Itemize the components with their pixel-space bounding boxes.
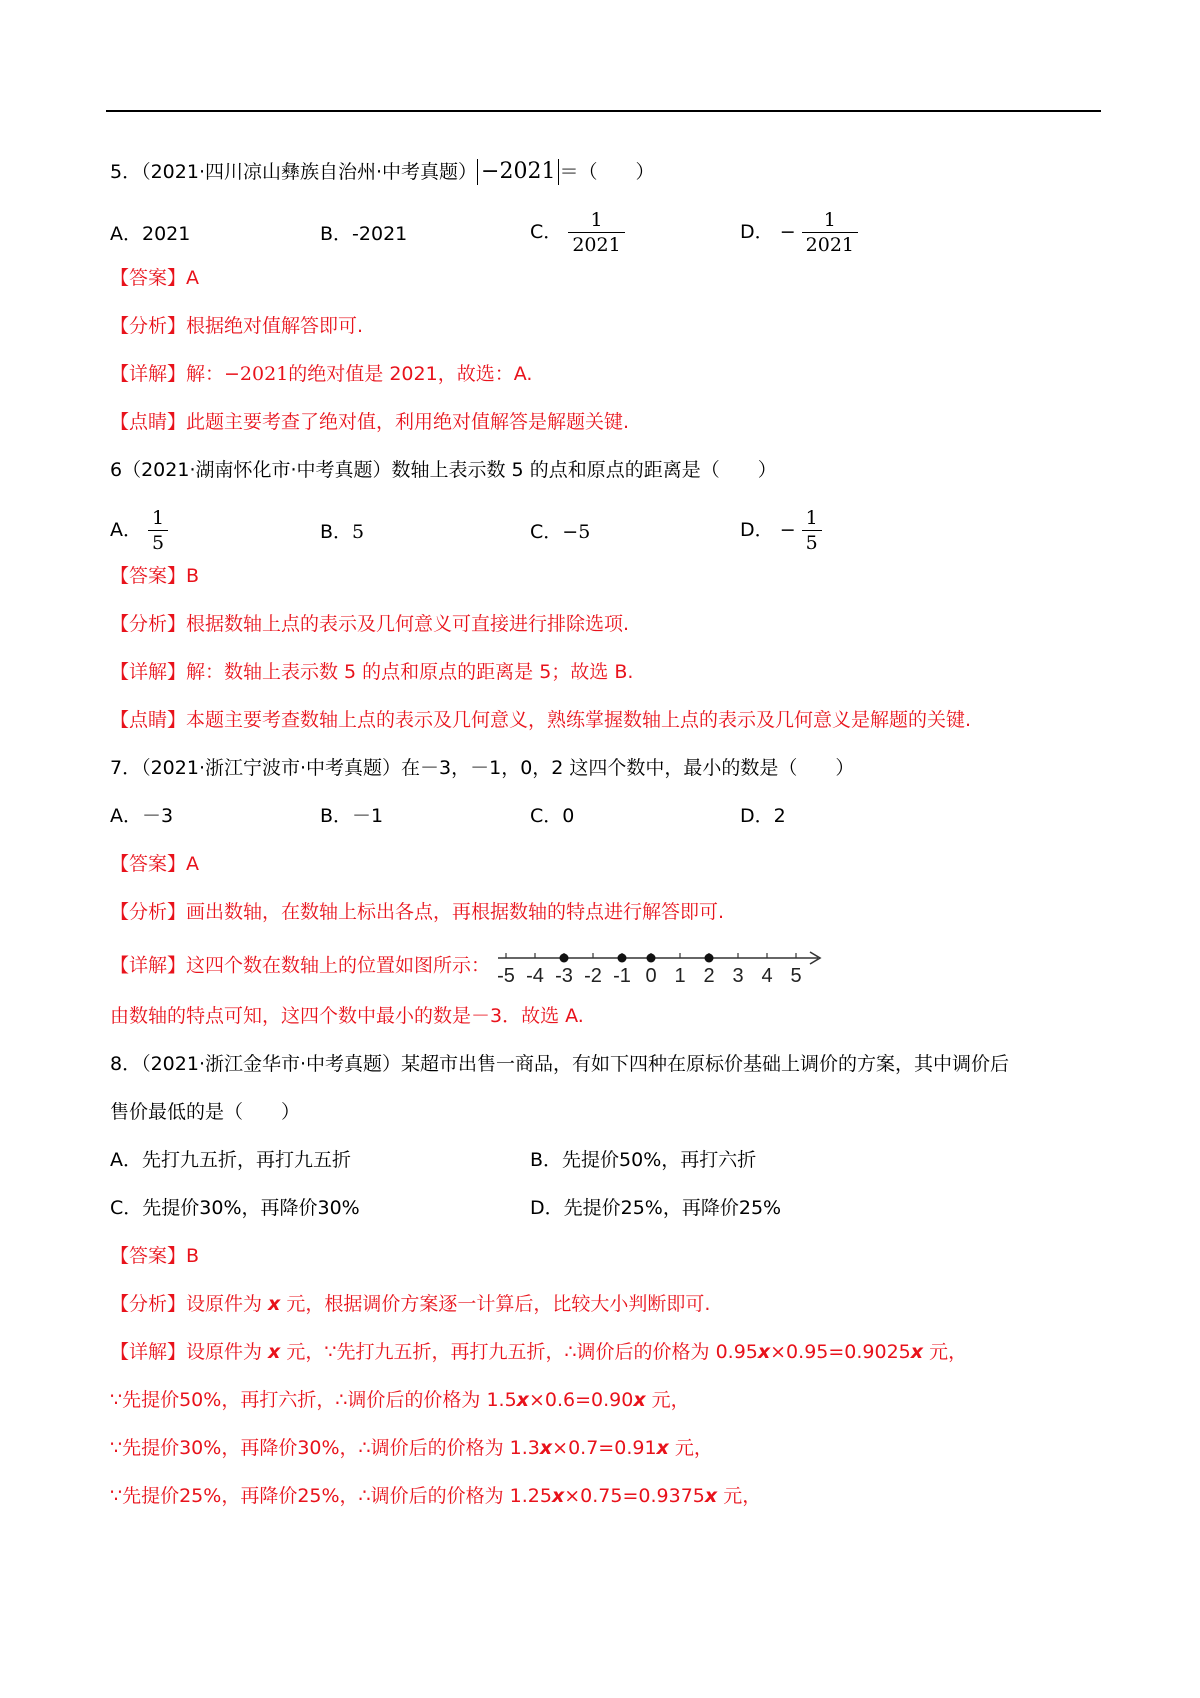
q6-options <box>110 504 1100 562</box>
q8-detail-1-pre: 【详解】设原件为 <box>110 1341 269 1363</box>
q6-option-d <box>740 506 822 555</box>
q8-detail-4-pre: ∵先提价25%，再降价25%，∴调价后的价格为 1.25 <box>110 1485 552 1507</box>
q7-options <box>110 802 1100 850</box>
q6-option-b-value: 5 <box>352 521 365 543</box>
q8-detail-1-mid2: ×0.95=0.9025 <box>770 1341 911 1363</box>
q8-option-a: A．先打九五折，再打九五折 <box>110 1149 351 1171</box>
number-line-tick-label: 5 <box>790 965 802 986</box>
q6-option-d-sign: − <box>779 519 796 541</box>
fraction-numerator: 1 <box>823 209 836 231</box>
q8-detail-2-post: 元， <box>645 1389 690 1411</box>
q8-answer: 【答案】B <box>110 1245 200 1267</box>
q8-detail-4-mid: ×0.75=0.9375 <box>564 1485 705 1507</box>
q7-option-c: C．0 <box>530 805 575 827</box>
q8-option-d: D．先提价25%，再降价25% <box>530 1197 782 1219</box>
q8-detail-4 <box>110 1482 1100 1530</box>
q8-stem-line2: 售价最低的是（ ） <box>110 1101 301 1123</box>
q6-option-b <box>320 518 364 546</box>
q5-comment: 【点睛】此题主要考查了绝对值，利用绝对值解答是解题关键. <box>110 411 630 433</box>
q8-detail-3-pre: ∵先提价30%，再降价30%，∴调价后的价格为 1.3 <box>110 1437 540 1459</box>
fraction-numerator: 1 <box>152 507 165 529</box>
number-line-tick-label: 2 <box>703 965 715 986</box>
number-line-tick-label: 0 <box>645 965 657 986</box>
q7-stem: 7．（2021·浙江宁波市·中考真题）在－3，－1，0，2 这四个数中，最小的数是（ ） <box>110 757 855 779</box>
q6-comment: 【点睛】本题主要考查数轴上点的表示及几何意义，熟练掌握数轴上点的表示及几何意义是解题的关键. <box>110 709 972 731</box>
q8-detail-1 <box>110 1338 1100 1386</box>
document-body <box>110 158 1100 1530</box>
number-line-tick-label: -1 <box>613 965 631 986</box>
q5-option-d-fraction <box>802 208 858 257</box>
q5-detail <box>110 360 1100 408</box>
number-line-figure <box>494 946 824 986</box>
q7-analysis: 【分析】画出数轴，在数轴上标出各点，再根据数轴的特点进行解答即可. <box>110 901 725 923</box>
q5-option-c-fraction <box>568 208 624 257</box>
q8-options-row2 <box>110 1194 1100 1242</box>
variable-x: x <box>516 1389 529 1411</box>
q5-option-d <box>740 208 858 257</box>
fraction-denominator: 2021 <box>802 232 858 257</box>
q5-option-c-label: C． <box>530 221 563 243</box>
number-line-tick-label: -5 <box>497 965 515 986</box>
q7-option-d: D．2 <box>740 805 786 827</box>
fraction-denominator: 2021 <box>568 232 624 257</box>
q8-option-c: C．先提价30%，再降价30% <box>110 1197 360 1219</box>
number-line-tick-label: 4 <box>761 965 773 986</box>
q5-detail-rest: 的绝对值是 2021，故选：A. <box>288 363 533 385</box>
fraction-numerator: 1 <box>805 507 818 529</box>
q5-option-a: A．2021 <box>110 223 191 245</box>
q8-detail-2-mid: ×0.6=0.90 <box>528 1389 634 1411</box>
q5-detail-label: 【详解】解： <box>110 363 225 385</box>
q6-option-a <box>110 506 168 555</box>
q5-option-b: B．-2021 <box>320 223 408 245</box>
q8-analysis <box>110 1290 1100 1338</box>
number-line-point <box>705 954 714 963</box>
q5-stem-text: 5．（2021·四川凉山彝族自治州·中考真题） <box>110 161 478 183</box>
q6-option-c-value: −5 <box>562 521 591 543</box>
q8-analysis-post: 元，根据调价方案逐一计算后，比较大小判断即可. <box>280 1293 711 1315</box>
q7-conclusion: 由数轴的特点可知，这四个数中最小的数是－3．故选 A. <box>110 1005 584 1027</box>
q8-detail-3-mid: ×0.7=0.91 <box>552 1437 657 1459</box>
q6-answer: 【答案】B <box>110 565 200 587</box>
number-line-tick-label: -4 <box>526 965 544 986</box>
q7-option-a: A．－3 <box>110 805 174 827</box>
q8-detail-1-mid: 元，∵先打九五折，再打九五折，∴调价后的价格为 0.95 <box>280 1341 758 1363</box>
q8-stem-line1: 8．（2021·浙江金华市·中考真题）某超市出售一商品，有如下四种在原标价基础上调价的方案，其中调价后 <box>110 1053 1010 1075</box>
q6-option-b-label: B． <box>320 521 353 543</box>
variable-x: x <box>656 1437 669 1459</box>
q7-answer: 【答案】A <box>110 853 199 875</box>
variable-x: x <box>539 1437 553 1459</box>
number-line-tick-label: -3 <box>555 965 573 986</box>
fraction-denominator: 5 <box>802 530 822 555</box>
q6-detail: 【详解】解：数轴上表示数 5 的点和原点的距离是 5；故选 B. <box>110 661 634 683</box>
number-line-point <box>647 954 656 963</box>
number-line-tick-label: 3 <box>732 965 744 986</box>
q6-option-c-label: C． <box>530 521 563 543</box>
fraction-numerator: 1 <box>590 209 603 231</box>
q8-option-b: B．先提价50%，再打六折 <box>530 1149 757 1171</box>
q8-detail-1-post: 元， <box>923 1341 968 1363</box>
q7-detail-text: 【详解】这四个数在数轴上的位置如图所示： <box>110 954 491 977</box>
q5-stem <box>110 158 1100 206</box>
q6-option-a-label: A． <box>110 519 142 541</box>
variable-x: x <box>910 1341 924 1363</box>
variable-x: x <box>704 1485 718 1507</box>
q5-stem-tail: ＝（ ） <box>559 161 655 183</box>
q5-detail-math: −2021 <box>224 363 289 385</box>
q7-option-b: B．－1 <box>320 805 384 827</box>
q8-detail-4-post: 元， <box>717 1485 762 1507</box>
number-line-tick-label: 1 <box>674 965 686 986</box>
q5-options <box>110 206 1100 264</box>
q5-abs-expression: −2021 <box>477 159 559 185</box>
header-rule <box>106 110 1101 112</box>
fraction-denominator: 5 <box>148 530 168 555</box>
q5-option-d-sign: − <box>779 221 796 243</box>
variable-x: x <box>551 1485 565 1507</box>
q6-option-c <box>530 518 590 546</box>
q8-detail-2 <box>110 1386 1100 1434</box>
number-line-point <box>618 954 627 963</box>
q6-analysis: 【分析】根据数轴上点的表示及几何意义可直接进行排除选项. <box>110 613 630 635</box>
q8-options-row1 <box>110 1146 1100 1194</box>
variable-x: x <box>633 1389 646 1411</box>
q5-option-d-label: D． <box>740 221 774 243</box>
q5-analysis: 【分析】根据绝对值解答即可. <box>110 315 364 337</box>
q6-option-d-label: D． <box>740 519 774 541</box>
number-line-point <box>560 954 569 963</box>
q6-option-d-fraction <box>802 506 822 555</box>
q6-stem: 6（2021·湖南怀化市·中考真题）数轴上表示数 5 的点和原点的距离是（ ） <box>110 459 777 481</box>
q8-analysis-pre: 【分析】设原件为 <box>110 1293 269 1315</box>
variable-x: x <box>757 1341 771 1363</box>
q8-detail-3 <box>110 1434 1100 1482</box>
variable-x: x <box>268 1293 281 1315</box>
q6-option-a-fraction <box>148 506 168 555</box>
q5-option-c <box>530 208 625 257</box>
variable-x: x <box>268 1341 281 1363</box>
number-line-tick-label: -2 <box>584 965 602 986</box>
q5-answer: 【答案】A <box>110 267 199 289</box>
q8-detail-3-post: 元， <box>668 1437 713 1459</box>
q7-detail <box>110 946 1100 1002</box>
q8-detail-2-pre: ∵先提价50%，再打六折，∴调价后的价格为 1.5 <box>110 1389 517 1411</box>
